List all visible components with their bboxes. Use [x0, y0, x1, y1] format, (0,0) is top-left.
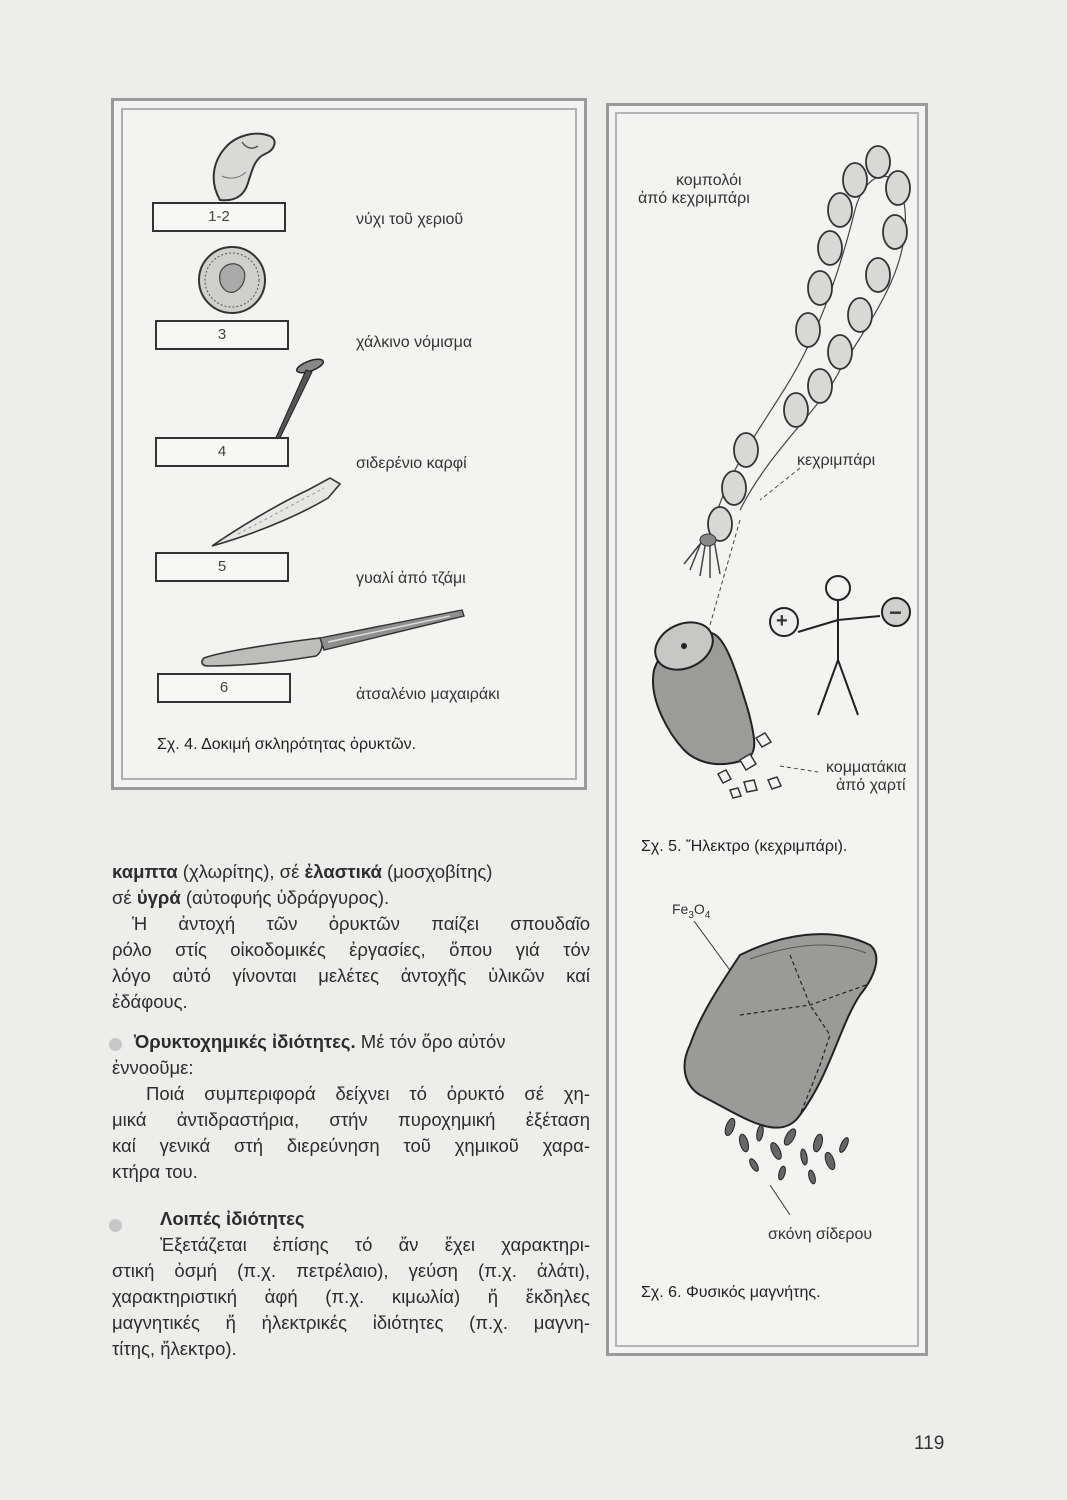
- text-line: στική ὀσμή (π.χ. πετρέλαιο), γεύση (π.χ. ἁλάτι),: [112, 1260, 590, 1281]
- knife-illustration: [200, 604, 470, 668]
- heading-mineral-chemical: Ὀρυκτοχημικές ἰδιότητες.: [134, 1031, 356, 1052]
- figure-5-caption: Σχ. 5. Ἤλεκτρο (κεχριμπάρι).: [641, 838, 848, 855]
- label-paper-line2: ἀπό χαρτί: [836, 777, 906, 794]
- stick-figure-charges: [758, 570, 918, 720]
- coin-illustration: [196, 244, 268, 316]
- hardness-box-6: 6: [157, 673, 291, 703]
- glass-shard-illustration: [208, 476, 348, 550]
- section-other-properties: [112, 1206, 590, 1362]
- text-paragraph-1: καμπτα (χλωρίτης), σέ ἐλαστικά (μοσχοβίτης) σέ ὑγρά (αὐτοφυής ὑδράργυρος).: [112, 861, 493, 908]
- figure-6-caption: Σχ. 6. Φυσικός μαγνήτης.: [641, 1284, 821, 1301]
- text-line: λόγο αὐτό γίνονται μελέτες ἀντοχῆς ὑλικῶν καί: [112, 965, 590, 986]
- text-paragraph-2: [112, 911, 590, 1015]
- text-line: μαγνητικές ἤ ἠλεκτρικές ἰδιότητες (π.χ. μαγνη-: [112, 1312, 590, 1333]
- hardness-box-1-2: 1-2: [152, 202, 286, 232]
- section-mineral-chemical: Ὀρυκτοχημικές ἰδιότητες. Μέ τόν ὅρο αὐτόν ἐννοοῦμε: Ποιά συμπεριφορά δείχνει τό ὀρυκτό σέ χη- μικά ἀντιδραστήρια, στήν πυροχημική ἐξέταση καί γενικά στή διερεύνηση τοῦ χημικοῦ χαρα- κτήρα του.: [112, 1029, 590, 1185]
- finger-illustration: [200, 128, 290, 203]
- label-fingernail: νύχι τοῦ χεριοῦ: [356, 211, 464, 228]
- figure-4-caption: Σχ. 4. Δοκιμή σκληρότητας ὀρυκτῶν.: [157, 736, 417, 753]
- hardness-box-3: 3: [155, 320, 289, 350]
- nail-illustration: [268, 356, 328, 446]
- hardness-box-4: 4: [155, 437, 289, 467]
- plus-charge-sign: +: [776, 610, 788, 632]
- text-line: ἐδάφους.: [112, 991, 188, 1012]
- label-window-glass: γυαλί ἀπό τζάμι: [356, 570, 466, 587]
- text-line: τίτης, ἤλεκτρο).: [112, 1338, 237, 1359]
- text-line: Ἡ ἀντοχή τῶν ὀρυκτῶν παίζει σπουδαῖο: [132, 913, 590, 934]
- label-rosary-line2: ἀπό κεχριμπάρι: [638, 190, 750, 207]
- text-line: ρόλο στίς οἰκοδομικές ἐργασίες, ὅπου γιά τόν: [112, 939, 590, 960]
- page-number: 119: [914, 1433, 945, 1454]
- label-iron-dust: σκόνη σίδερου: [768, 1226, 873, 1243]
- label-magnetite-formula: $Fe_3O_4$: [672, 901, 711, 921]
- text-line: Ποιά συμπεριφορά δείχνει τό ὀρυκτό σέ χη-: [146, 1083, 590, 1104]
- hardness-box-5: 5: [155, 552, 289, 582]
- text-line: καί γενικά στή διερεύνηση τοῦ χημικοῦ χαρα-: [112, 1135, 590, 1156]
- minus-charge-sign: −: [889, 600, 902, 625]
- label-rosary-line1: κομπολόι: [676, 172, 742, 189]
- label-steel-knife: ἀτσαλένιο μαχαιράκι: [356, 686, 500, 703]
- label-amber: κεχριμπάρι: [797, 452, 876, 469]
- heading-other-properties: Λοιπές ἰδιότητες: [160, 1208, 305, 1229]
- magnetite-illustration: [680, 915, 890, 1215]
- text-line: χαρακτηριστική ἁφή (π.χ. κιμωλία) ἤ ἔκδηλες: [112, 1286, 590, 1307]
- text-line: κτήρα του.: [112, 1161, 198, 1182]
- label-iron-nail: σιδερένιο καρφί: [356, 455, 467, 472]
- label-paper-line1: κομματάκια: [826, 759, 907, 776]
- text-line: μικά ἀντιδραστήρια, στήν πυροχημική ἐξέταση: [112, 1109, 590, 1130]
- text-line: Ἐξετάζεται ἐπίσης τό ἄν ἔχει χαρακτηρι-: [160, 1234, 590, 1255]
- label-copper-coin: χάλκινο νόμισμα: [356, 334, 473, 351]
